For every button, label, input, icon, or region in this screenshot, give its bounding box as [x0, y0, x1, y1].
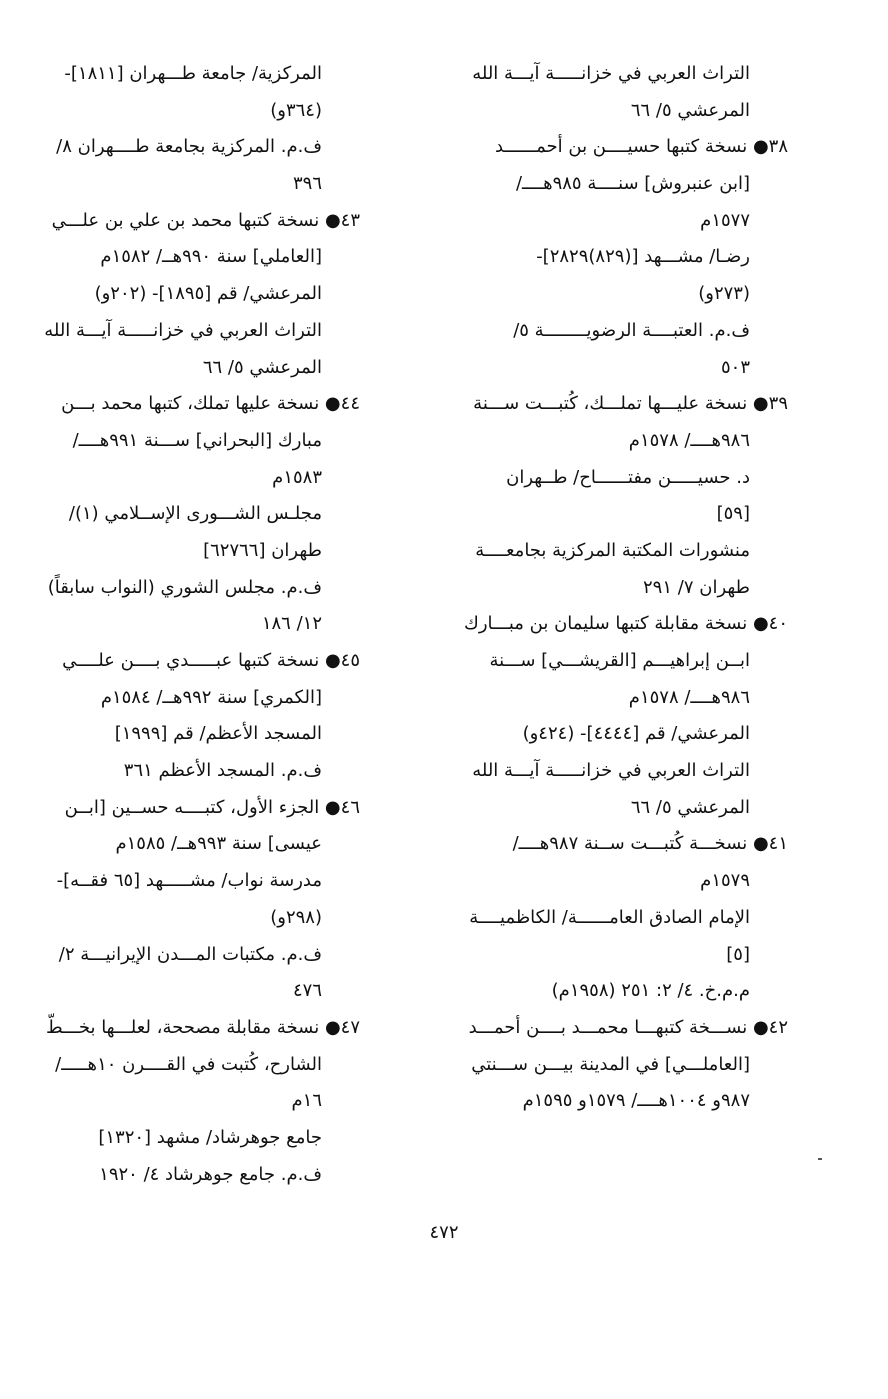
left-column-line: المسجد الأعظم/ قم [١٩٩٩] [114, 723, 322, 745]
right-column-line: ٩٨٧و ١٠٠٤هــــ/ ١٥٧٩و ١٥٩٥م [522, 1090, 750, 1112]
left-column-line: ٤٧● نسخة مقابلة مصححة، لعلـــها بخـــطّ [45, 1016, 360, 1038]
left-column-line: ٤٤● نسخة عليها تملك، كتبها محمد بـــن [61, 393, 360, 415]
left-column-line: ٤٥● نسخة كتبها عبـــــدي بــــن علــــي [62, 650, 360, 671]
right-column-line: ابــن إبراهيـــم [القريشـــي] ســـنة [489, 650, 750, 671]
left-column-line: المرعشي ٥/ ٦٦ [202, 356, 322, 378]
right-column-line: [ابن عنبروش] سنــــة ٩٨٥هــــ/ [515, 173, 750, 195]
right-column-line: المرعشي ٥/ ٦٦ [630, 796, 750, 818]
left-column-line: ف.م. مكتبات المـــدن الإيرانيـــة ٢/ [58, 943, 322, 965]
left-column-line: ف.م. المسجد الأعظم ٣٦١ [123, 760, 322, 782]
right-column-line: طهران ٧/ ٢٩١ [643, 576, 750, 598]
left-column-line: ١٥٨٣م [272, 466, 322, 488]
right-column-line: ٣٨● نسخة كتبها حسيــــن بن أحمــــــد [495, 136, 788, 158]
left-column-line: ف.م. مجلس الشوري (النواب سابقاً) [47, 576, 322, 598]
right-column-line: منشورات المكتبة المركزية بجامعــــة [475, 539, 750, 561]
right-column-line: [٥٩] [716, 503, 750, 525]
right-column-line: ١٥٧٩م [700, 870, 750, 892]
right-column-line: المرعشي ٥/ ٦٦ [630, 99, 750, 121]
right-column-line: ٤٠● نسخة مقابلة كتبها سليمان بن مبـــارك [464, 613, 788, 635]
left-column-line: ١٢/ ١٨٦ [261, 613, 322, 635]
left-column-line: ٤٦● الجزء الأول، كتبــــه حســين [ابــن [64, 796, 360, 818]
left-column-line: ٤٧٦ [292, 980, 322, 1002]
left-column-line: عيسى] سنة ٩٩٣هــ/ ١٥٨٥م [115, 833, 322, 855]
left-column-line: المرعشي/ قم [١٨٩٥]- (٢٠٢و) [94, 283, 322, 305]
left-column-line: ٣٩٦ [292, 173, 322, 195]
right-column-line: د. حسيـــــن مفتــــــاح/ طــهران [506, 466, 750, 488]
right-column-line: ٥٠٣ [720, 356, 750, 378]
left-column-line: (٣٦٤و) [270, 99, 322, 121]
left-column [44, 56, 360, 1193]
left-column-line: [الكمري] سنة ٩٩٢هــ/ ١٥٨٤م [100, 686, 322, 708]
left-column-line: مبارك [البحراني] ســـنة ٩٩١هــــ/ [72, 429, 322, 451]
left-column-line: المركزية/ جامعة طـــهران [١٨١١]- [64, 63, 322, 84]
right-column-line: الإمام الصادق العامــــــة/ الكاظميــــة [469, 906, 750, 928]
right-column-line: م.م.خ. ٤/ ٢: ٢٥١ (١٩٥٨م) [551, 980, 750, 1002]
right-column-line: ١٥٧٧م [700, 209, 750, 231]
right-column-line: ٩٨٦هــــ/ ١٥٧٨م [628, 429, 750, 451]
right-column-line: ٩٨٦هــــ/ ١٥٧٨م [628, 686, 750, 708]
left-column-line: التراث العربي في خزانـــــة آيـــة الله [44, 319, 322, 341]
right-column [428, 56, 788, 1120]
right-column-line: ٤١● نسخـــة كُتبـــت ســنة ٩٨٧هــــ/ [512, 833, 788, 855]
right-column-line: (٢٧٣و) [698, 283, 750, 305]
left-column-line: جامع جوهرشاد/ مشهد [١٣٢٠] [98, 1126, 322, 1148]
right-column-line: [العاملـــي] في المدينة بيـــن ســـنتي [471, 1053, 750, 1075]
left-column-line: طهران [٦٢٧٦٦] [203, 539, 322, 561]
left-column-line: [العاملي] سنة ٩٩٠هــ/ ١٥٨٢م [100, 246, 322, 268]
scan-speck [818, 1158, 822, 1160]
right-column-line: ٤٢● نســـخة كتبهـــا محمـــد بــــن أحمـــد [468, 1016, 788, 1038]
right-column-line: التراث العربي في خزانـــــة آيـــة الله [472, 63, 750, 84]
right-column-line: ٣٩● نسخة عليـــها تملـــك، كُتبـــت ســـنة [473, 393, 788, 415]
left-column-line: ف.م. المركزية بجامعة طــــهران ٨/ [56, 136, 322, 158]
right-column-line: المرعشي/ قم [٤٤٤٤]- (٤٢٤و) [522, 723, 750, 745]
left-column-line: (٢٩٨و) [270, 906, 322, 928]
left-column-line: الشارح، كُتبت في القــــرن ١٠هـــــ/ [55, 1053, 322, 1075]
right-column-line: رضـا/ مشـــهد [(٨٢٩)٢٨٢٩]- [536, 246, 750, 268]
left-column-line: ٤٣● نسخة كتبها محمد بن علي بن علـــي [51, 209, 360, 231]
right-column-line: التراث العربي في خزانـــــة آيـــة الله [472, 760, 750, 782]
left-column-line: مجلـس الشـــورى الإســلامي (١)/ [68, 503, 322, 525]
page-number: ٤٧٢ [429, 1222, 459, 1243]
right-column-line: ف.م. العتبــــة الرضويــــــــة ٥/ [513, 319, 750, 341]
left-column-line: مدرسة نواب/ مشـــــهد [٦٥ فقــه]- [56, 870, 322, 892]
left-column-line: ١٦م [291, 1090, 322, 1112]
right-column-line: [٥] [726, 943, 750, 965]
left-column-line: ف.م. جامع جوهرشاد ٤/ ١٩٢٠ [99, 1163, 322, 1185]
